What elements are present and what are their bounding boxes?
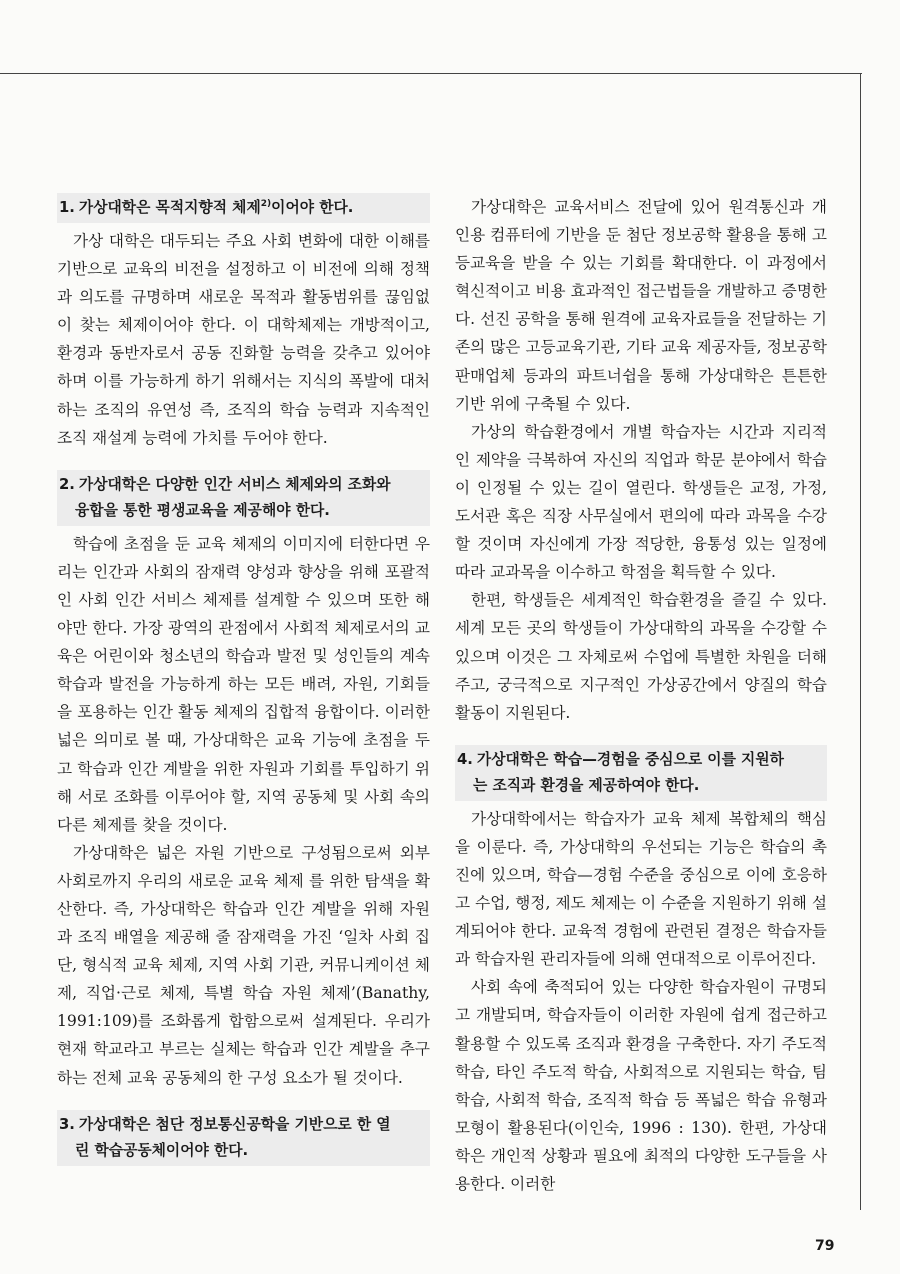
section-2-heading: [57, 470, 430, 526]
section-3-title-line2: 린 학습공동체이어야 한다.: [75, 1141, 249, 1159]
section-4-title-line2: 는 조직과 환경을 제공하여야 한다.: [473, 776, 700, 794]
left-column: [57, 193, 430, 1170]
section-2-title-line1: 가상대학은 다양한 인간 서비스 체제와의 조화와: [78, 475, 391, 493]
section-1-number: 1.: [59, 199, 75, 216]
section-4-title-line1: 가상대학은 학습—경험을 중심으로 이를 지원하: [476, 750, 784, 768]
section-4-number: 4.: [457, 750, 473, 768]
section-1-heading: [57, 193, 430, 223]
section-1-paragraph: 가상 대학은 대두되는 주요 사회 변화에 대한 이해를 기반으로 교육의 비전을 설정하고 이 비전에 의해 정책과 의도를 규명하며 새로운 목적과 활동범위를 끊임없이 찾는 체제이어야 한다. 이 대학체제는 개방적이고, 환경과 동반자로서 공동 진화할 능력을 갖추고 있어야 하며 이를 가능하게 하기 위해서는 지식의 폭발에 대처하는 조직의 유연성 즉, 조직의 학습 능력과 지속적인 조직 재설계 능력에 가치를 두어야 한다.: [57, 232, 430, 447]
section-1-title-end: 이어야 한다.: [271, 199, 354, 216]
right-column: [455, 193, 827, 1198]
right-paragraph-1: 가상대학은 교육서비스 전달에 있어 원격통신과 개인용 컴퓨터에 기반을 둔 첨단 정보공학 활용을 통해 고등교육을 받을 수 있는 기회를 확대한다. 이 과정에서 혁신적이고 비용 효과적인 접근법들을 개발하고 증명한다. 선진 공학을 통해 원격에 교육자료들을 전달하는 기존의 많은 고등교육기관, 기타 교육 제공자들, 정보공학 판매업체 등과의 파트너쉽을 통해 가상대학은 튼튼한 기반 위에 구축될 수 있다.: [455, 198, 827, 413]
section-2-number: 2.: [59, 475, 75, 493]
right-paragraph-5: 사회 속에 축적되어 있는 다양한 학습자원이 규명되고 개발되며, 학습자들이 이러한 자원에 쉽게 접근하고 활용할 수 있도록 조직과 환경을 구축한다. 자기 주도적 학습, 타인 주도적 학습, 사회적으로 지원되는 학습, 팀 학습, 사회적 학습, 조직적 학습 등 폭넓은 학습 유형과 모형이 활용된다(이인숙, 1996 : 130). 한편, 가상대학은 개인적 상황과 필요에 최적의 다양한 도구들을 사용한다. 이러한: [455, 978, 827, 1193]
section-2-title-line2: 융합을 통한 평생교육을 제공해야 한다.: [75, 501, 330, 519]
section-3-heading: [57, 1110, 430, 1166]
section-4-heading: [455, 745, 827, 801]
right-paragraph-2: 가상의 학습환경에서 개별 학습자는 시간과 지리적인 제약을 극복하여 자신의 직업과 학문 분야에서 학습이 인정될 수 있는 길이 열린다. 학생들은 교정, 가정, 도서관 혹은 직장 사무실에서 편의에 따라 과목을 수강할 것이며 자신에게 가장 적당한, 융통성 있는 일정에 따라 교과목을 이수하고 학점을 획득할 수 있다.: [455, 422, 827, 582]
right-rule: [860, 73, 861, 1210]
section-2-paragraph-1: 학습에 초점을 둔 교육 체제의 이미지에 터한다면 우리는 인간과 사회의 잠재력 양성과 향상을 위해 포괄적인 사회 인간 서비스 체제를 설계할 수 있으며 또한 해야만 한다. 가장 광역의 관점에서 사회적 체제로서의 교육은 어린이와 청소년의 학습과 발전 및 성인들의 계속 학습과 발전을 가능하게 하는 모든 배려, 자원, 기회들을 포용하는 인간 활동 체제의 집합적 융합이다. 이러한 넓은 의미로 볼 때, 가상대학은 교육 기능에 초점을 두고 학습과 인간 계발을 위한 자원과 기회를 투입하기 위해 서로 조화를 이루어야 할, 지역 공동체 및 사회 속의 다른 체제를 찾을 것이다.: [57, 534, 430, 834]
footnote-marker: 2): [260, 199, 272, 210]
right-paragraph-3: 한편, 학생들은 세계적인 학습환경을 즐길 수 있다. 세계 모든 곳의 학생들이 가상대학의 과목을 수강할 수 있으며 이것은 그 자체로써 수업에 특별한 차원을 더해주고, 궁극적으로 지구적인 가상공간에서 양질의 학습활동이 지원된다.: [455, 591, 827, 722]
page-number: 79: [815, 1238, 835, 1254]
section-1-title: 가상대학은 목적지향적 체제: [78, 199, 261, 216]
section-2-paragraph-2: 가상대학은 넓은 자원 기반으로 구성됨으로써 외부 사회로까지 우리의 새로운 교육 체제 를 위한 탐색을 확산한다. 즉, 가상대학은 학습과 인간 계발을 위해 자원과 조직 배열을 제공해 줄 잠재력을 가진 ‘일차 사회 집단, 형식적 교육 체제, 지역 사회 기관, 커뮤니케이션 체제, 직업·근로 체제, 특별 학습 자원 체제’(Banathy, 1991:109)를 조화롭게 합함으로써 설계된다. 우리가 현재 학교라고 부르는 실체는 학습과 인간 계발을 추구하는 전체 교육 공동체의 한 구성 요소가 될 것이다.: [57, 843, 430, 1087]
section-3-number: 3.: [59, 1115, 75, 1133]
right-paragraph-4: 가상대학에서는 학습자가 교육 체제 복합체의 핵심을 이룬다. 즉, 가상대학의 우선되는 기능은 학습의 촉진에 있으며, 학습—경험 수준을 중심으로 이에 호응하고 수업, 행정, 제도 체제는 이 수준을 지원하기 위해 설계되어야 한다. 교육적 경험에 관련된 결정은 학습자들과 학습자원 관리자들에 의해 연대적으로 이루어진다.: [455, 809, 827, 969]
top-rule: [0, 73, 862, 74]
section-3-title-line1: 가상대학은 첨단 정보통신공학을 기반으로 한 열: [78, 1115, 391, 1133]
